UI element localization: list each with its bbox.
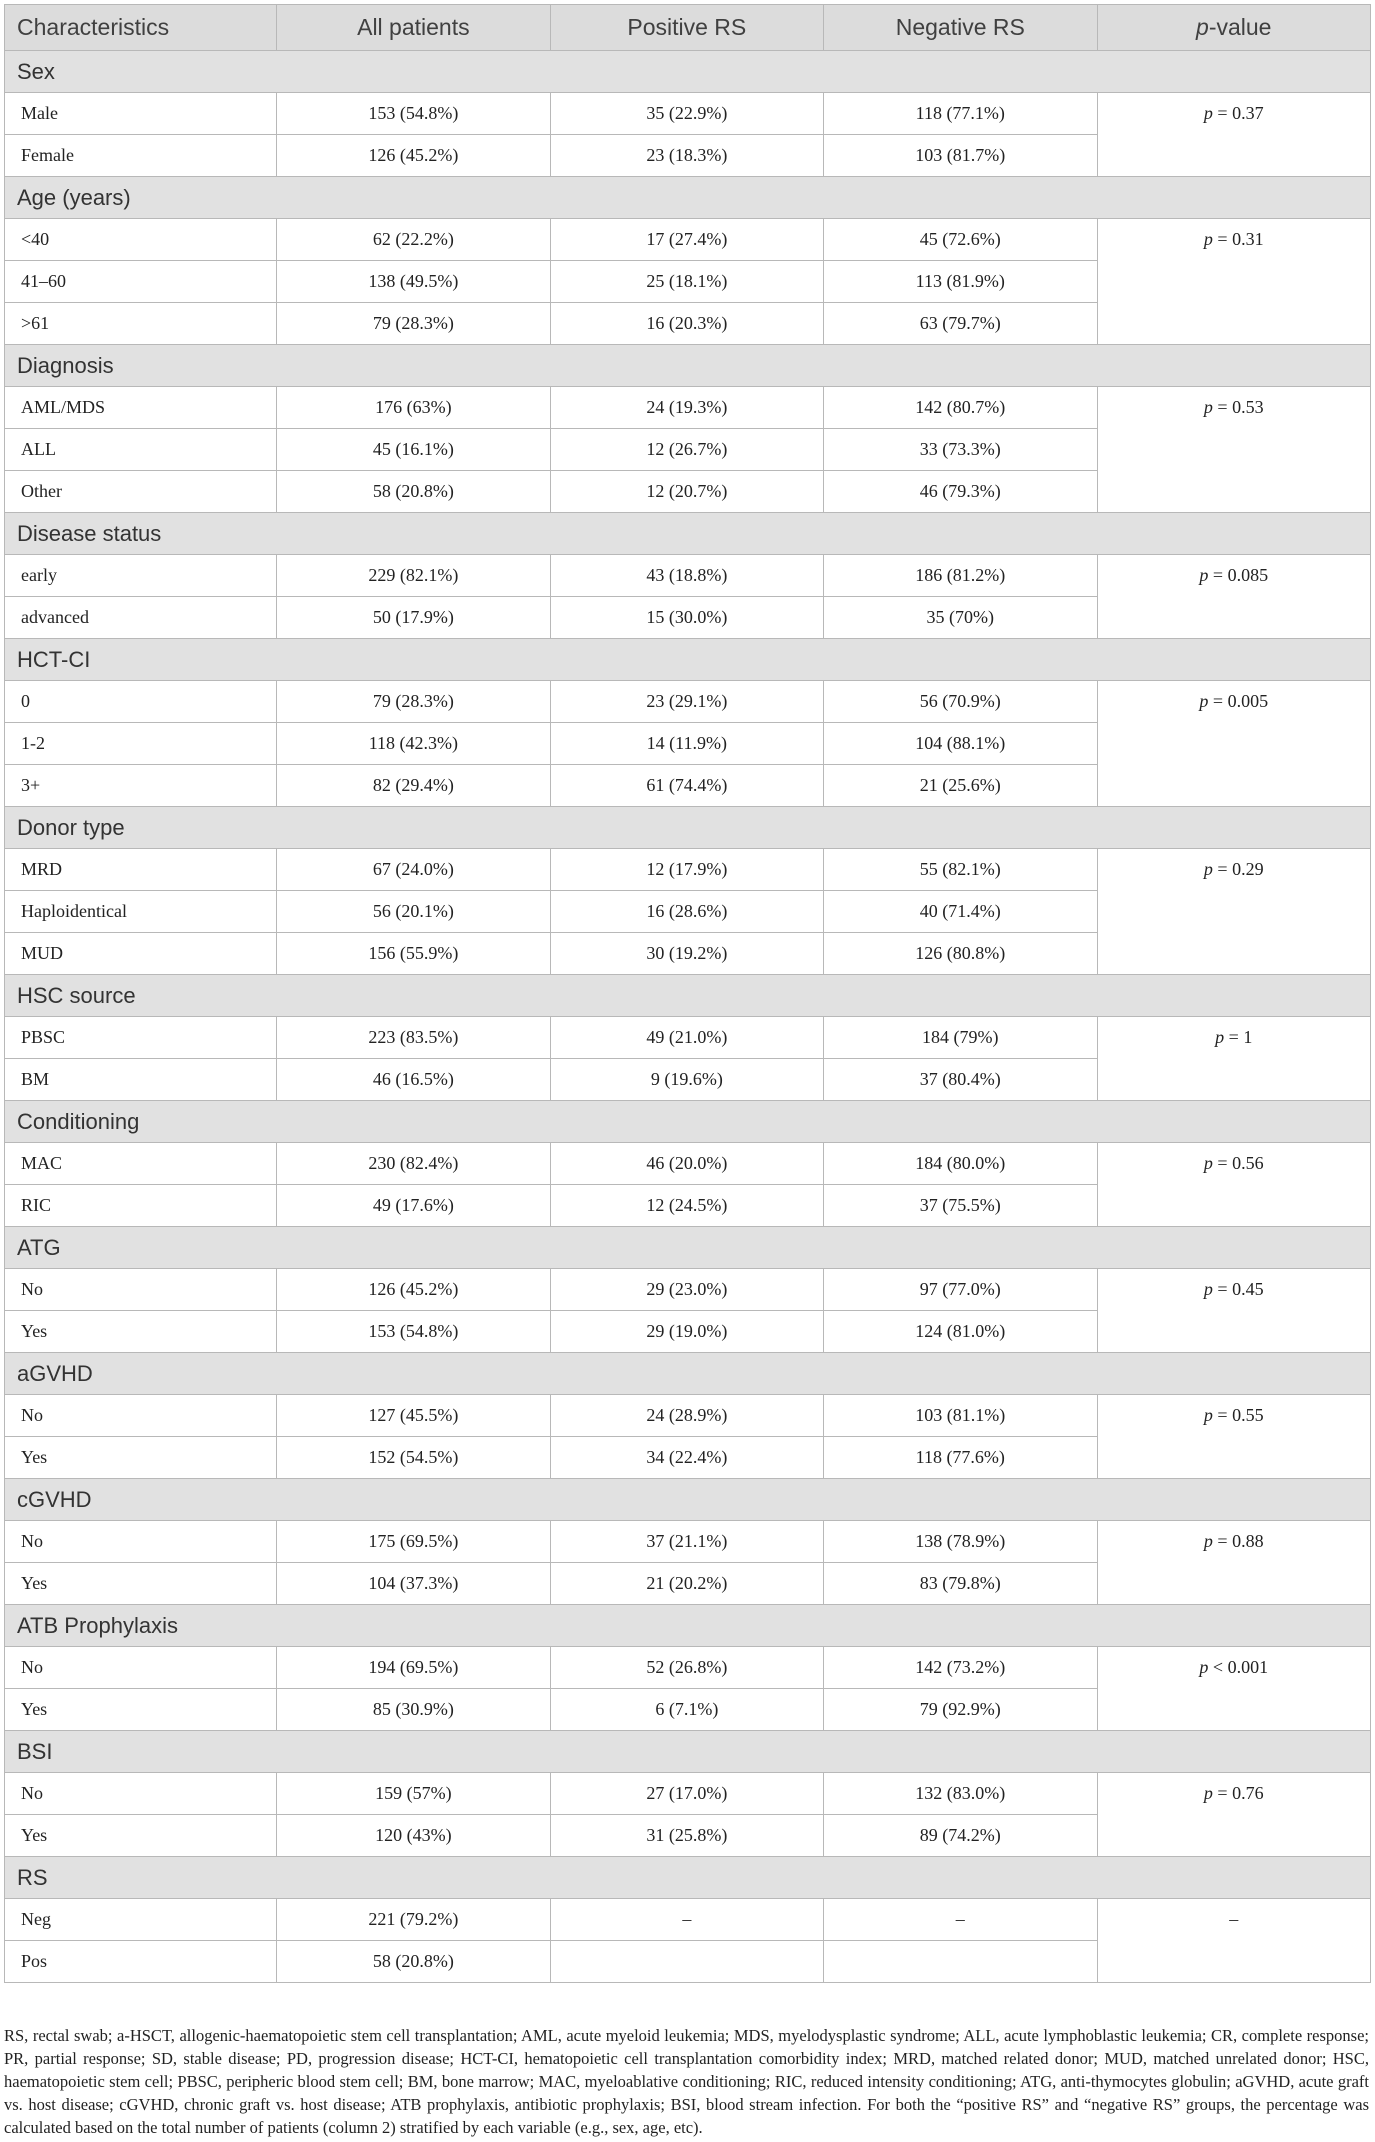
cell-p-value	[1097, 681, 1371, 807]
section-title: ATB Prophylaxis	[5, 1605, 1371, 1647]
p-symbol: p	[1203, 1531, 1213, 1551]
cell-positive-rs: –	[550, 1899, 823, 1941]
cell-all-patients: 79 (28.3%)	[277, 303, 550, 345]
cell-negative-rs: 142 (80.7%)	[824, 387, 1097, 429]
section-title: ATG	[5, 1227, 1371, 1269]
p-symbol: p	[1215, 1027, 1225, 1047]
table-row	[5, 1269, 1371, 1311]
table-row	[5, 555, 1371, 597]
section-title: HCT-CI	[5, 639, 1371, 681]
p-symbol: p	[1199, 1657, 1209, 1677]
cell-positive-rs: 43 (18.8%)	[550, 555, 823, 597]
section-header-row	[5, 1857, 1371, 1899]
section-title: Disease status	[5, 513, 1371, 555]
cell-negative-rs: 118 (77.6%)	[824, 1437, 1097, 1479]
section-header-row	[5, 1227, 1371, 1269]
section-header-row	[5, 1101, 1371, 1143]
header-p-value	[1097, 5, 1371, 51]
cell-positive-rs: 24 (19.3%)	[550, 387, 823, 429]
cell-all-patients: 127 (45.5%)	[277, 1395, 550, 1437]
p-value-text: = 0.55	[1212, 1405, 1264, 1425]
cell-negative-rs: 142 (73.2%)	[824, 1647, 1097, 1689]
header-p-italic: p	[1196, 14, 1209, 40]
cell-negative-rs: 21 (25.6%)	[824, 765, 1097, 807]
cell-all-patients: 62 (22.2%)	[277, 219, 550, 261]
section-title: Conditioning	[5, 1101, 1371, 1143]
cell-negative-rs: 56 (70.9%)	[824, 681, 1097, 723]
cell-negative-rs: 118 (77.1%)	[824, 93, 1097, 135]
p-value-text: = 0.31	[1212, 229, 1264, 249]
section-header-row	[5, 345, 1371, 387]
cell-positive-rs: 17 (27.4%)	[550, 219, 823, 261]
p-symbol: p	[1203, 1405, 1213, 1425]
section-header-row	[5, 639, 1371, 681]
cell-negative-rs: 55 (82.1%)	[824, 849, 1097, 891]
cell-positive-rs: 16 (28.6%)	[550, 891, 823, 933]
cell-positive-rs	[550, 1941, 823, 1983]
cell-p-value	[1097, 1899, 1371, 1983]
row-label: Female	[5, 135, 277, 177]
cell-positive-rs: 27 (17.0%)	[550, 1773, 823, 1815]
cell-all-patients: 58 (20.8%)	[277, 471, 550, 513]
cell-p-value	[1097, 849, 1371, 975]
cell-negative-rs: 33 (73.3%)	[824, 429, 1097, 471]
table-row	[5, 387, 1371, 429]
cell-negative-rs: 79 (92.9%)	[824, 1689, 1097, 1731]
characteristics-table	[4, 4, 1371, 1983]
cell-positive-rs: 23 (29.1%)	[550, 681, 823, 723]
p-symbol: p	[1199, 691, 1209, 711]
cell-all-patients: 82 (29.4%)	[277, 765, 550, 807]
cell-negative-rs: 103 (81.1%)	[824, 1395, 1097, 1437]
p-value-text: = 0.56	[1212, 1153, 1264, 1173]
section-header-row	[5, 1353, 1371, 1395]
section-header-row	[5, 513, 1371, 555]
cell-all-patients: 46 (16.5%)	[277, 1059, 550, 1101]
row-label: Haploidentical	[5, 891, 277, 933]
p-value-text: = 0.88	[1212, 1531, 1264, 1551]
cell-all-patients: 45 (16.1%)	[277, 429, 550, 471]
row-label: PBSC	[5, 1017, 277, 1059]
cell-all-patients: 49 (17.6%)	[277, 1185, 550, 1227]
table-row	[5, 1899, 1371, 1941]
row-label: Male	[5, 93, 277, 135]
cell-negative-rs: 45 (72.6%)	[824, 219, 1097, 261]
row-label: Yes	[5, 1437, 277, 1479]
cell-positive-rs: 12 (26.7%)	[550, 429, 823, 471]
cell-positive-rs: 37 (21.1%)	[550, 1521, 823, 1563]
p-symbol: p	[1203, 229, 1213, 249]
cell-all-patients: 152 (54.5%)	[277, 1437, 550, 1479]
table-body	[5, 51, 1371, 1983]
p-value-text: = 0.085	[1208, 565, 1269, 585]
row-label: BM	[5, 1059, 277, 1101]
header-positive-rs: Positive RS	[550, 5, 823, 51]
cell-p-value	[1097, 1395, 1371, 1479]
section-title: BSI	[5, 1731, 1371, 1773]
section-title: Diagnosis	[5, 345, 1371, 387]
cell-all-patients: 58 (20.8%)	[277, 1941, 550, 1983]
section-header-row	[5, 1479, 1371, 1521]
cell-negative-rs: 83 (79.8%)	[824, 1563, 1097, 1605]
section-header-row	[5, 1605, 1371, 1647]
p-value-text: = 0.005	[1208, 691, 1269, 711]
header-characteristics: Characteristics	[5, 5, 277, 51]
cell-p-value	[1097, 1269, 1371, 1353]
table-row	[5, 219, 1371, 261]
cell-positive-rs: 9 (19.6%)	[550, 1059, 823, 1101]
cell-p-value	[1097, 1143, 1371, 1227]
cell-p-value	[1097, 1521, 1371, 1605]
table-row	[5, 849, 1371, 891]
section-header-row	[5, 975, 1371, 1017]
cell-positive-rs: 6 (7.1%)	[550, 1689, 823, 1731]
cell-negative-rs: 40 (71.4%)	[824, 891, 1097, 933]
table-header	[5, 5, 1371, 51]
cell-all-patients: 159 (57%)	[277, 1773, 550, 1815]
section-title: cGVHD	[5, 1479, 1371, 1521]
row-label: No	[5, 1773, 277, 1815]
p-value-text: < 0.001	[1208, 1657, 1269, 1677]
cell-p-value	[1097, 1017, 1371, 1101]
cell-negative-rs: 138 (78.9%)	[824, 1521, 1097, 1563]
cell-all-patients: 79 (28.3%)	[277, 681, 550, 723]
cell-positive-rs: 12 (24.5%)	[550, 1185, 823, 1227]
p-value-text: = 0.76	[1212, 1783, 1264, 1803]
cell-all-patients: 153 (54.8%)	[277, 93, 550, 135]
cell-negative-rs: 126 (80.8%)	[824, 933, 1097, 975]
cell-p-value	[1097, 1773, 1371, 1857]
cell-all-patients: 223 (83.5%)	[277, 1017, 550, 1059]
cell-p-value	[1097, 387, 1371, 513]
p-value-text: = 0.37	[1212, 103, 1264, 123]
cell-positive-rs: 61 (74.4%)	[550, 765, 823, 807]
p-symbol: p	[1203, 397, 1213, 417]
cell-negative-rs: 104 (88.1%)	[824, 723, 1097, 765]
cell-positive-rs: 46 (20.0%)	[550, 1143, 823, 1185]
table-footnote: RS, rectal swab; a-HSCT, allogenic-haematopoietic stem cell transplantation; AML, acute myeloid leukemia; MDS, myelodysplastic syndrome; ALL, acute lymphoblastic leukemia; CR, complete response; PR, partial response; SD, stable disease; PD, progression disease; HCT-CI, hematopoietic cell transplantation comorbidity index; MRD, matched related donor; MUD, matched unrelated donor; HSC, haematopoietic stem cell; PBSC, peripheric blood stem cell; BM, bone marrow; MAC, myeloablative conditioning; RIC, reduced intensity conditioning; ATG, anti-thymocytes globulin; aGVHD, acute graft vs. host disease; cGVHD, chronic graft vs. host disease; ATB prophylaxis, antibiotic prophylaxis; BSI, blood stream infection. For both the “positive RS” and “negative RS” groups, the percentage was calculated based on the total number of patients (column 2) stratified by each variable (e.g., sex, age, etc).	[4, 2026, 1369, 2137]
table-row	[5, 1773, 1371, 1815]
cell-p-value	[1097, 555, 1371, 639]
row-label: RIC	[5, 1185, 277, 1227]
cell-negative-rs	[824, 1941, 1097, 1983]
section-title: Age (years)	[5, 177, 1371, 219]
p-symbol: p	[1203, 1279, 1213, 1299]
p-value-text: = 1	[1224, 1027, 1253, 1047]
row-label: <40	[5, 219, 277, 261]
cell-all-patients: 126 (45.2%)	[277, 1269, 550, 1311]
header-negative-rs: Negative RS	[824, 5, 1097, 51]
row-label: Neg	[5, 1899, 277, 1941]
cell-negative-rs: 37 (75.5%)	[824, 1185, 1097, 1227]
cell-negative-rs: 89 (74.2%)	[824, 1815, 1097, 1857]
header-all-patients: All patients	[277, 5, 550, 51]
cell-negative-rs: 113 (81.9%)	[824, 261, 1097, 303]
row-label: AML/MDS	[5, 387, 277, 429]
cell-positive-rs: 52 (26.8%)	[550, 1647, 823, 1689]
cell-all-patients: 230 (82.4%)	[277, 1143, 550, 1185]
cell-all-patients: 138 (49.5%)	[277, 261, 550, 303]
cell-negative-rs: 46 (79.3%)	[824, 471, 1097, 513]
cell-all-patients: 156 (55.9%)	[277, 933, 550, 975]
row-label: Pos	[5, 1941, 277, 1983]
row-label: advanced	[5, 597, 277, 639]
table-row	[5, 1395, 1371, 1437]
p-symbol: p	[1203, 1783, 1213, 1803]
cell-all-patients: 120 (43%)	[277, 1815, 550, 1857]
cell-all-patients: 153 (54.8%)	[277, 1311, 550, 1353]
row-label: Yes	[5, 1563, 277, 1605]
section-title: Sex	[5, 51, 1371, 93]
cell-positive-rs: 14 (11.9%)	[550, 723, 823, 765]
cell-negative-rs: 184 (80.0%)	[824, 1143, 1097, 1185]
p-value-text: = 0.53	[1212, 397, 1264, 417]
cell-negative-rs: 184 (79%)	[824, 1017, 1097, 1059]
p-symbol: p	[1203, 103, 1213, 123]
section-title: aGVHD	[5, 1353, 1371, 1395]
row-label: Yes	[5, 1689, 277, 1731]
section-header-row	[5, 177, 1371, 219]
p-symbol: p	[1203, 1153, 1213, 1173]
p-value-text: –	[1229, 1909, 1239, 1929]
cell-positive-rs: 29 (19.0%)	[550, 1311, 823, 1353]
cell-all-patients: 85 (30.9%)	[277, 1689, 550, 1731]
cell-all-patients: 194 (69.5%)	[277, 1647, 550, 1689]
row-label: MUD	[5, 933, 277, 975]
cell-positive-rs: 30 (19.2%)	[550, 933, 823, 975]
row-label: early	[5, 555, 277, 597]
cell-negative-rs: 37 (80.4%)	[824, 1059, 1097, 1101]
cell-positive-rs: 12 (17.9%)	[550, 849, 823, 891]
section-title: HSC source	[5, 975, 1371, 1017]
row-label: ALL	[5, 429, 277, 471]
cell-positive-rs: 15 (30.0%)	[550, 597, 823, 639]
cell-positive-rs: 29 (23.0%)	[550, 1269, 823, 1311]
table-row	[5, 1017, 1371, 1059]
p-symbol: p	[1203, 859, 1213, 879]
cell-positive-rs: 31 (25.8%)	[550, 1815, 823, 1857]
cell-negative-rs: 186 (81.2%)	[824, 555, 1097, 597]
cell-positive-rs: 12 (20.7%)	[550, 471, 823, 513]
section-header-row	[5, 51, 1371, 93]
cell-all-patients: 221 (79.2%)	[277, 1899, 550, 1941]
section-title: Donor type	[5, 807, 1371, 849]
cell-all-patients: 126 (45.2%)	[277, 135, 550, 177]
row-label: Yes	[5, 1815, 277, 1857]
cell-all-patients: 56 (20.1%)	[277, 891, 550, 933]
cell-negative-rs: 103 (81.7%)	[824, 135, 1097, 177]
header-p-suffix: -value	[1208, 14, 1272, 40]
section-header-row	[5, 1731, 1371, 1773]
table-row	[5, 1143, 1371, 1185]
cell-all-patients: 50 (17.9%)	[277, 597, 550, 639]
row-label: 1-2	[5, 723, 277, 765]
row-label: No	[5, 1395, 277, 1437]
row-label: No	[5, 1521, 277, 1563]
cell-positive-rs: 25 (18.1%)	[550, 261, 823, 303]
p-value-text: = 0.29	[1212, 859, 1264, 879]
cell-all-patients: 229 (82.1%)	[277, 555, 550, 597]
table-row	[5, 681, 1371, 723]
row-label: Yes	[5, 1311, 277, 1353]
cell-negative-rs: 132 (83.0%)	[824, 1773, 1097, 1815]
cell-positive-rs: 24 (28.9%)	[550, 1395, 823, 1437]
cell-all-patients: 67 (24.0%)	[277, 849, 550, 891]
cell-positive-rs: 49 (21.0%)	[550, 1017, 823, 1059]
row-label: MAC	[5, 1143, 277, 1185]
cell-all-patients: 175 (69.5%)	[277, 1521, 550, 1563]
cell-positive-rs: 21 (20.2%)	[550, 1563, 823, 1605]
cell-negative-rs: –	[824, 1899, 1097, 1941]
cell-positive-rs: 35 (22.9%)	[550, 93, 823, 135]
table-row	[5, 93, 1371, 135]
cell-all-patients: 104 (37.3%)	[277, 1563, 550, 1605]
row-label: No	[5, 1269, 277, 1311]
row-label: No	[5, 1647, 277, 1689]
cell-p-value	[1097, 1647, 1371, 1731]
cell-positive-rs: 23 (18.3%)	[550, 135, 823, 177]
cell-positive-rs: 16 (20.3%)	[550, 303, 823, 345]
row-label: 3+	[5, 765, 277, 807]
row-label: MRD	[5, 849, 277, 891]
row-label: 41–60	[5, 261, 277, 303]
table-row	[5, 1647, 1371, 1689]
cell-all-patients: 176 (63%)	[277, 387, 550, 429]
p-symbol: p	[1199, 565, 1209, 585]
header-row	[5, 5, 1371, 51]
row-label: >61	[5, 303, 277, 345]
cell-negative-rs: 63 (79.7%)	[824, 303, 1097, 345]
cell-negative-rs: 97 (77.0%)	[824, 1269, 1097, 1311]
p-value-text: = 0.45	[1212, 1279, 1264, 1299]
section-header-row	[5, 807, 1371, 849]
cell-negative-rs: 124 (81.0%)	[824, 1311, 1097, 1353]
cell-p-value	[1097, 93, 1371, 177]
cell-negative-rs: 35 (70%)	[824, 597, 1097, 639]
table-row	[5, 1521, 1371, 1563]
cell-p-value	[1097, 219, 1371, 345]
cell-positive-rs: 34 (22.4%)	[550, 1437, 823, 1479]
row-label: Other	[5, 471, 277, 513]
cell-all-patients: 118 (42.3%)	[277, 723, 550, 765]
section-title: RS	[5, 1857, 1371, 1899]
row-label: 0	[5, 681, 277, 723]
